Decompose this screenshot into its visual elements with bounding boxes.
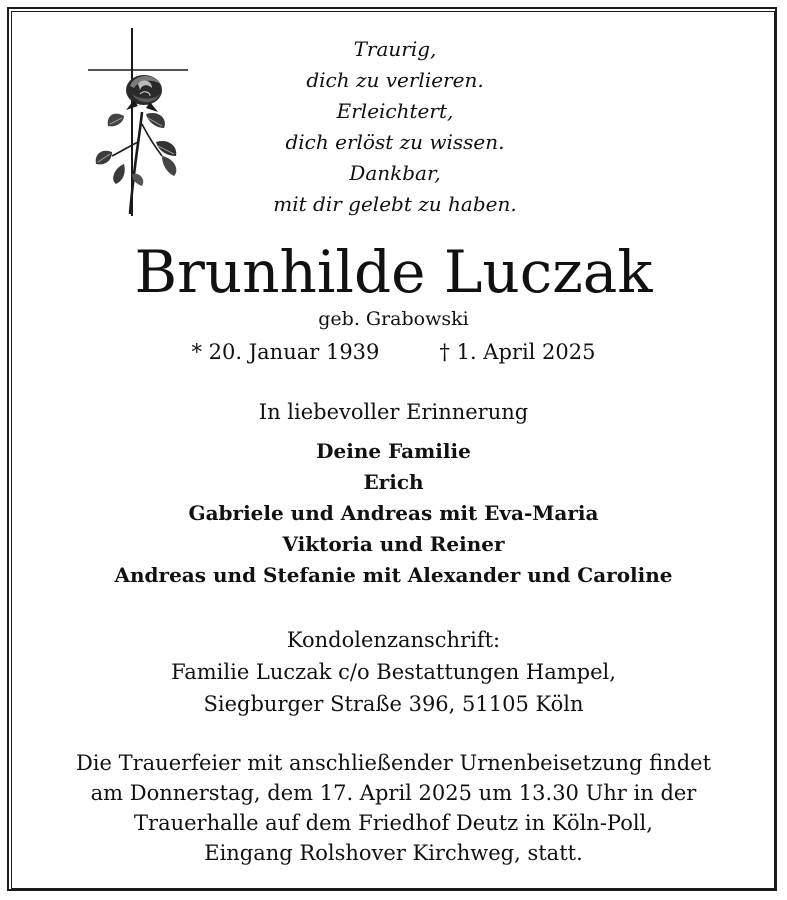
condolence-line: Kondolenzanschrift: bbox=[286, 628, 501, 652]
family-list bbox=[0, 436, 787, 591]
family-line: Erich bbox=[363, 470, 424, 494]
birth-date: * 20. Januar 1939 bbox=[191, 340, 380, 364]
memory-line: In liebevoller Erinnerung bbox=[258, 400, 529, 424]
deceased-name: Brunhilde Luczak bbox=[134, 238, 653, 306]
ceremony-line: Die Trauerfeier mit anschließender Urnenbeisetzung findet bbox=[75, 751, 712, 775]
cross-with-rose-icon bbox=[84, 24, 194, 220]
poem bbox=[230, 34, 560, 220]
poem-line: mit dir gelebt zu haben. bbox=[273, 192, 517, 216]
poem-line: dich erlöst zu wissen. bbox=[285, 130, 505, 154]
death-date: † 1. April 2025 bbox=[439, 340, 596, 364]
poem-line: dich zu verlieren. bbox=[306, 68, 484, 92]
poem-line: Erleichtert, bbox=[336, 99, 454, 123]
condolence-line: Siegburger Straße 396, 51105 Köln bbox=[203, 692, 584, 716]
life-dates bbox=[0, 337, 787, 367]
ceremony-line: Trauerhalle auf dem Friedhof Deutz in Köln-Poll, bbox=[134, 811, 653, 835]
condolence-line: Familie Luczak c/o Bestattungen Hampel, bbox=[171, 660, 616, 684]
poem-line: Dankbar, bbox=[349, 161, 441, 185]
family-line: Andreas und Stefanie mit Alexander und Caroline bbox=[114, 563, 673, 587]
ceremony-notice bbox=[0, 748, 787, 868]
birth-name: geb. Grabowski bbox=[318, 308, 469, 330]
family-line: Viktoria und Reiner bbox=[282, 532, 505, 556]
condolence-address bbox=[0, 624, 787, 720]
ceremony-line: Eingang Rolshover Kirchweg, statt. bbox=[204, 841, 583, 865]
ceremony-line: am Donnerstag, dem 17. April 2025 um 13.30 Uhr in der bbox=[90, 781, 697, 805]
family-line: Gabriele und Andreas mit Eva-Maria bbox=[188, 501, 599, 525]
poem-line: Traurig, bbox=[353, 37, 437, 61]
family-line: Deine Familie bbox=[316, 439, 471, 463]
